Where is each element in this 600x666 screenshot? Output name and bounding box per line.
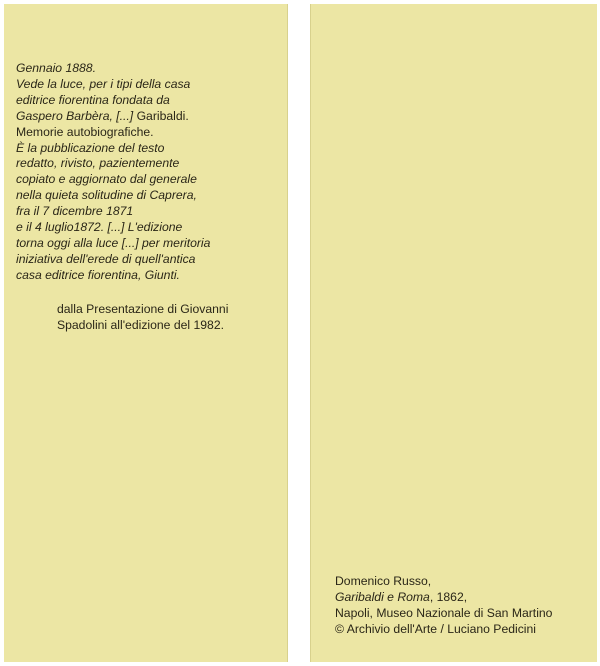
quote-line [16,109,210,125]
quote-line [16,268,210,284]
artwork-caption [335,574,552,638]
quote-segment: editrice fiorentina fondata da [16,92,170,107]
quote-line [16,61,210,77]
quote-segment: redatto, rivisto, pazientemente [16,156,180,171]
quote-segment: torna oggi alla luce [...] per meritoria [16,235,211,250]
attribution-line: dalla Presentazione di Giovanni [57,302,229,316]
quote-segment: fra il 7 dicembre 1871 [16,204,134,219]
quote-segment: e il 4 luglio1872. [...] L'edizione [16,220,183,235]
right-page-panel [310,4,597,662]
quote-line [16,141,210,157]
presentation-quote [16,61,210,284]
quote-segment: nella quieta solitudine di Caprera, [16,188,197,203]
quote-line [16,125,210,141]
quote-segment: Gaspero Barbèra, [...] [16,108,137,123]
quote-line [16,236,210,252]
quote-line [16,188,210,204]
quote-line [16,220,210,236]
attribution-line: Spadolini all'edizione del 1982. [57,317,224,332]
quote-segment: Garibaldi. [136,108,189,123]
caption-title: Garibaldi e Roma [335,589,430,604]
caption-title-line [335,590,552,606]
quote-segment: Vede la luce, per i tipi della casa [16,76,191,91]
caption-location: Napoli, Museo Nazionale di San Martino [335,605,553,620]
quote-segment: copiato e aggiornato dal generale [16,172,197,187]
quote-line [16,252,210,268]
quote-segment: Gennaio 1888. [16,61,96,75]
quote-line [16,93,210,109]
quote-segment: Memorie autobiografiche. [16,124,154,139]
quote-line [16,156,210,172]
quote-segment: iniziativa dell'erede di quell'antica [16,251,196,266]
quote-line [16,172,210,188]
quote-segment: È la pubblicazione del testo [16,140,165,155]
quote-segment: casa editrice fiorentina, Giunti. [16,267,180,282]
left-page-panel [4,4,288,662]
quote-attribution [57,302,228,334]
caption-credit: © Archivio dell'Arte / Luciano Pedicini [335,621,536,636]
caption-year: , 1862, [429,589,468,604]
quote-line [16,204,210,220]
caption-author: Domenico Russo, [335,574,432,588]
quote-line [16,77,210,93]
